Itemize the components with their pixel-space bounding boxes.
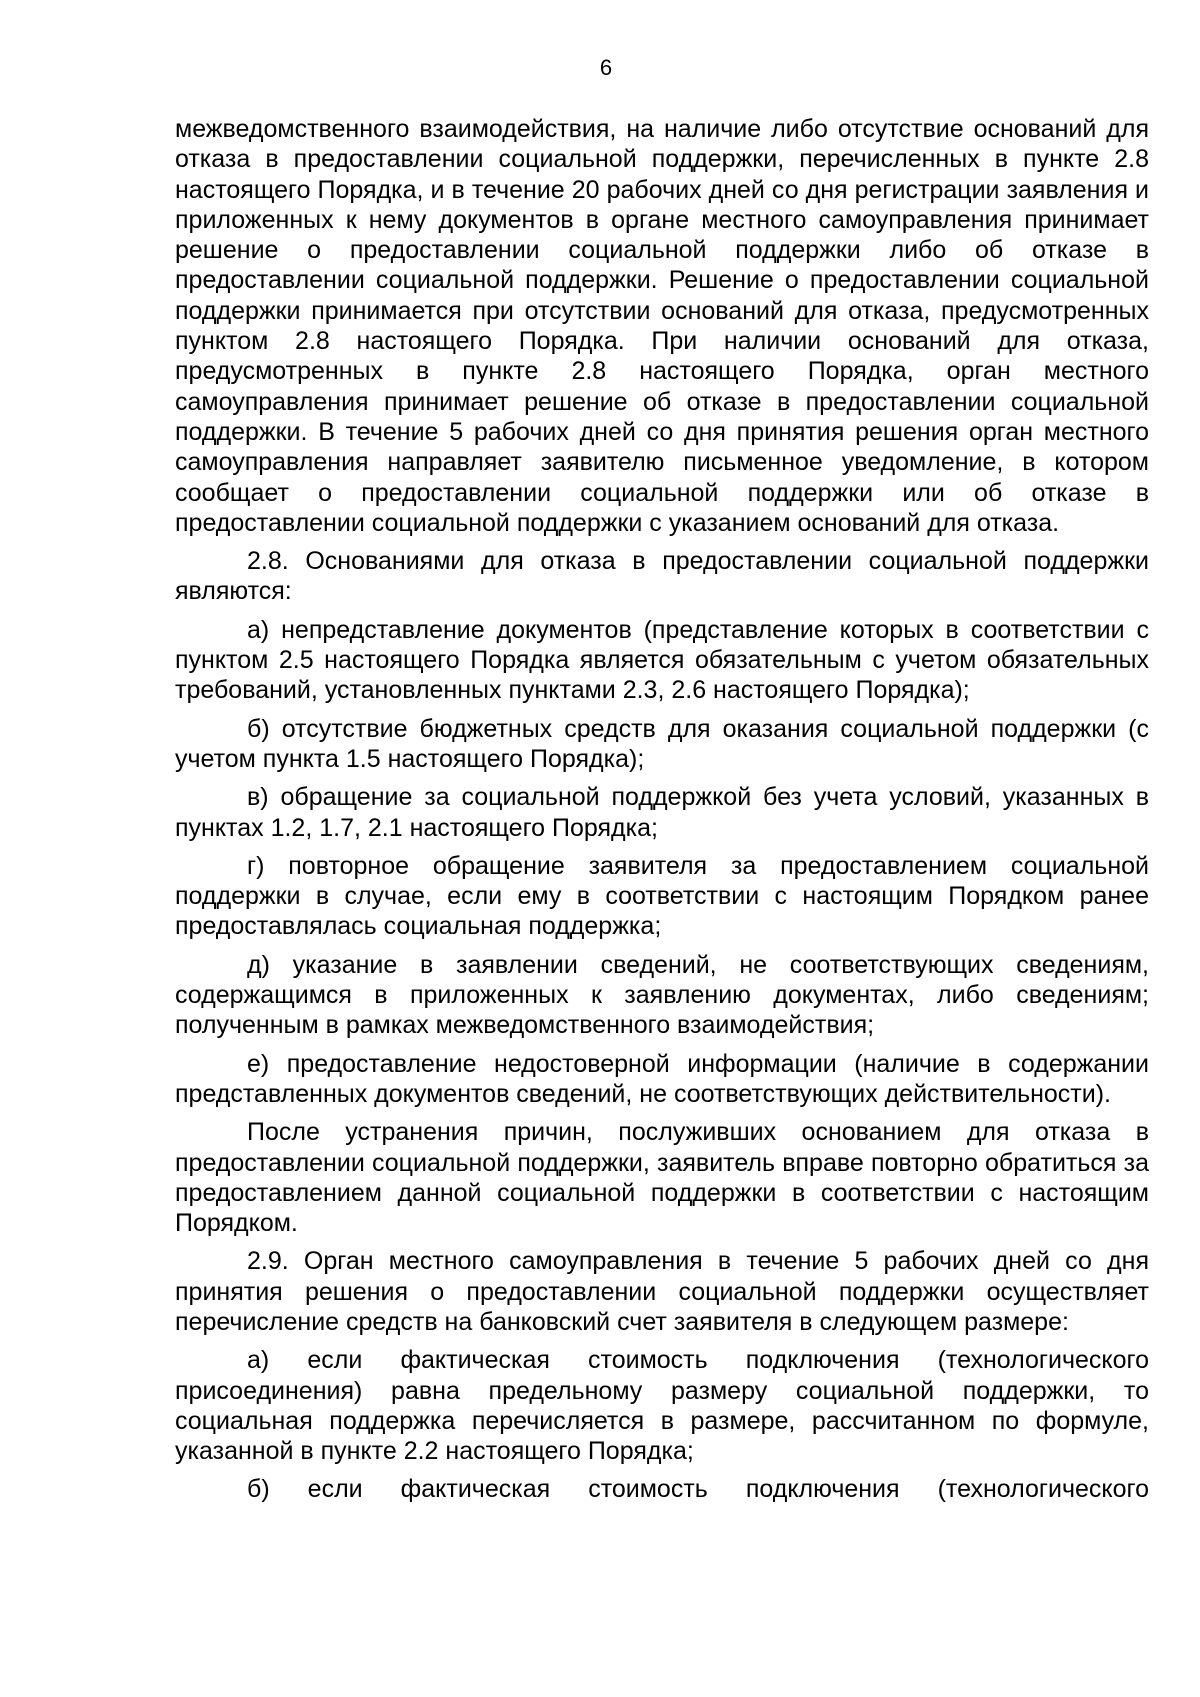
paragraph-2-8-heading: 2.8. Основаниями для отказа в предоставлении социальной поддержки являются: <box>175 547 1149 606</box>
paragraph-2-9-heading: 2.9. Орган местного самоуправления в течение 5 рабочих дней со дня принятия решения о предоставлении социальной поддержки осуществляет перечисление средств на банковский счет заявителя в следующем размере: <box>175 1247 1149 1336</box>
document-body <box>175 114 1149 1505</box>
paragraph-2-8-item-b: б) отсутствие бюджетных средств для оказания социальной поддержки (с учетом пункта 1.5 настоящего Порядка); <box>175 714 1149 773</box>
paragraph-interagency-decision: межведомственного взаимодействия, на наличие либо отсутствие оснований для отказа в предоставлении социальной поддержки, перечисленных в пункте 2.8 настоящего Порядка, и в течение 20 рабочих дней со дня регистрации заявления и приложенных к нему документов в органе местного самоуправления принимает решение о предоставлении социальной поддержки либо об отказе в предоставлении социальной поддержки. Решение о предоставлении социальной поддержки принимается при отсутствии оснований для отказа, предусмотренных пунктом 2.8 настоящего Порядка. При наличии оснований для отказа, предусмотренных в пункте 2.8 настоящего Порядка, орган местного самоуправления принимает решение об отказе в предоставлении социальной поддержки. В течение 5 рабочих дней со дня принятия решения орган местного самоуправления направляет заявителю письменное уведомление, в котором сообщает о предоставлении социальной поддержки или об отказе в предоставлении социальной поддержки с указанием оснований для отказа. <box>175 115 1149 537</box>
page-number: 6 <box>599 55 613 80</box>
paragraph-2-8-item-e: е) предоставление недостоверной информации (наличие в содержании представленных документов сведений, не соответствующих действительности). <box>175 1049 1149 1108</box>
paragraph-2-8-item-g: г) повторное обращение заявителя за предоставлением социальной поддержки в случае, если ему в соответствии с настоящим Порядком ранее предоставлялась социальная поддержка; <box>175 851 1149 941</box>
paragraph-2-8-item-d: д) указание в заявлении сведений, не соответствующих сведениям, содержащимся в приложенных к заявлению документах, либо сведениям; полученным в рамках межведомственного взаимодействия; <box>175 950 1149 1040</box>
paragraph-reapplication: После устранения причин, послуживших основанием для отказа в предоставлении социальной поддержки, заявитель вправе повторно обратиться за предоставлением данной социальной поддержки в соответствии с настоящим Порядком. <box>175 1118 1149 1238</box>
paragraph-2-9-item-a: а) если фактическая стоимость подключения (технологического присоединения) равна предельному размеру социальной поддержки, то социальная поддержка перечисляется в размере, рассчитанном по формуле, указанной в пункте 2.2 настоящего Порядка; <box>175 1346 1149 1466</box>
paragraph-2-8-item-a: а) непредставление документов (представление которых в соответствии с пунктом 2.5 настоящего Порядка является обязательным с учетом обязательных требований, установленных пунктами 2.3, 2.6 настоящего Порядка); <box>175 615 1149 705</box>
paragraph-2-8-item-v: в) обращение за социальной поддержкой без учета условий, указанных в пунктах 1.2, 1.7, 2.1 настоящего Порядка; <box>175 783 1149 842</box>
paragraph-2-9-item-b: б) если фактическая стоимость подключения (технологического <box>247 1475 1149 1504</box>
